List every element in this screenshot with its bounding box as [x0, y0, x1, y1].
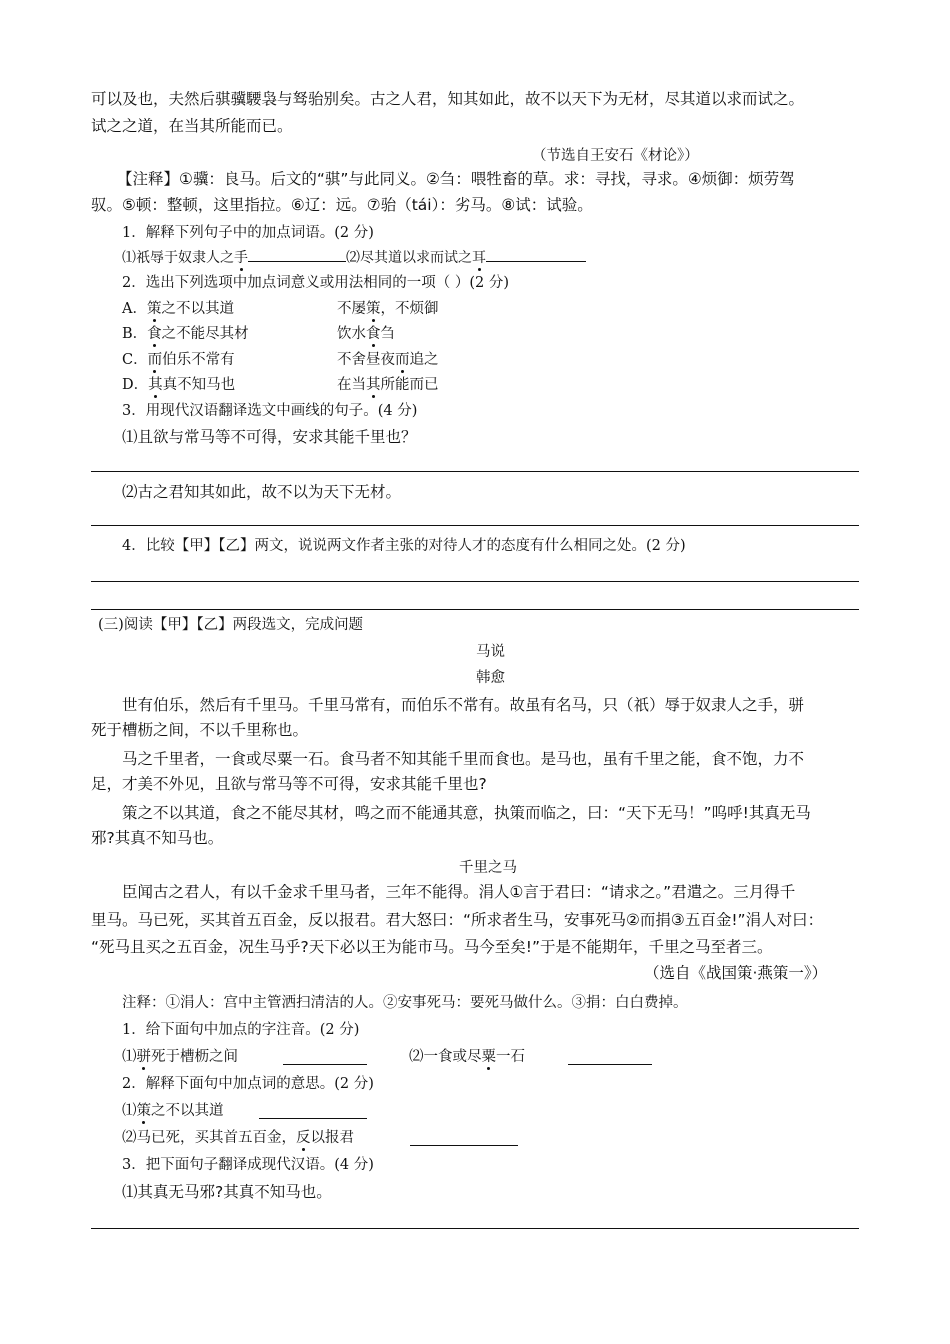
option-text: 所能而已 [380, 377, 439, 393]
answer-blank[interactable] [568, 1063, 652, 1065]
question-title: 2．选出下列选项中加点词意义或用法相同的一项（ ）(2 分) [122, 275, 509, 291]
dotted-char: 而 [147, 352, 163, 368]
dotted-char: 手 [234, 250, 248, 266]
passage-line: 世有伯乐，然后有千里马。千里马常有，而伯乐不常有。故虽有名马，只（祇）辱于奴隶人之手，骈 [122, 696, 805, 714]
translate-sentence: ⑴且欲与常马等不可得，安求其能千里也？ [122, 428, 417, 446]
option-text: 伯乐不常有 [162, 352, 235, 368]
passage-line: 足，才美不外见，且欲与常马等不可得，安求其能千里也? [91, 775, 487, 793]
answer-blank[interactable] [410, 1144, 518, 1146]
passage-line: 里马。马已死，买其首五百金，反以报君。君大怒曰：“所求者生马，安事死马②而捐③五百金!”涓人对曰： [91, 911, 824, 929]
option-text: 追之 [409, 352, 439, 368]
question-title: 4．比较【甲】【乙】两文，说说两文作者主张的对待人才的态度有什么相同之处。(2 分) [122, 538, 686, 554]
passage-line: 马之千里者，一食或尽粟一石。食马者不知其能千里而食也。是马也，虽有千里之能，食不饱，力不 [122, 750, 805, 768]
item-text: 一石 [496, 1049, 525, 1065]
translate-sentence: ⑴其真无马邪?其真不知马也。 [122, 1183, 332, 1201]
answer-blank[interactable] [283, 1063, 367, 1065]
answer-blank[interactable] [486, 260, 586, 262]
dotted-char: 策 [146, 301, 162, 317]
dotted-char: 反 [296, 1130, 311, 1146]
option-b [122, 327, 249, 342]
dotted-char: 食 [366, 326, 381, 342]
option-label: B． [122, 326, 148, 342]
question-title: 1．给下面句中加点的字注音。(2 分) [122, 1022, 360, 1038]
source-citation: （节选自王安石《材论》） [532, 148, 699, 164]
dotted-char: 策 [136, 1103, 151, 1119]
answer-line[interactable] [91, 581, 859, 582]
passage-line: 试之之道，在当其所能而已。 [91, 117, 293, 135]
annotation-line: 【注释】①骥：良马。后文的“骐”与此同义。②刍：喂牲畜的草。求：寻找，寻求。④烦御：烦劳驾 [117, 170, 795, 188]
option-a-compare [337, 302, 439, 317]
option-text: 之不以其道 [161, 301, 234, 317]
dotted-char: 耳 [472, 250, 486, 266]
item-text: 之不以其道 [151, 1103, 224, 1119]
option-text: 之不能尽其材 [161, 326, 249, 342]
passage-author: 韩愈 [476, 670, 505, 686]
option-b-compare [337, 327, 395, 342]
item-text: ⑴ [122, 1049, 137, 1065]
answer-blank[interactable] [248, 260, 346, 262]
translate-sentence: ⑵古之君知其如此，故不以为天下无材。 [122, 483, 402, 501]
answer-line[interactable] [91, 1228, 859, 1229]
question-item [409, 1050, 525, 1065]
passage-line: 邪?其真不知马也。 [91, 829, 224, 847]
option-text: 不舍昼夜 [337, 352, 395, 368]
option-label: C． [122, 352, 148, 368]
answer-line[interactable] [91, 609, 859, 610]
dotted-char: 其 [148, 377, 163, 393]
option-text: 在当 [337, 377, 366, 393]
option-a [122, 302, 234, 317]
option-text: 真不知马也 [162, 377, 236, 393]
passage-line: 策之不以其道，食之不能尽其材，鸣之而不能通其意，执策而临之，曰：“天下无马！”呜呼!其真无马 [122, 804, 811, 822]
question-title: 1．解释下列句子中的加点词语。(2 分) [122, 225, 374, 241]
passage-line: “死马且买之五百金，况生马乎?天下必以王为能市马。马今至矣!”于是不能期年，千里之马至者三。 [91, 938, 773, 956]
source-citation: （选自《战国策·燕策一》） [644, 964, 828, 982]
dotted-char: 策 [366, 301, 381, 317]
item-text: 以报君 [310, 1130, 354, 1146]
section-heading: (三)阅读【甲】【乙】两段选文，完成问题 [98, 617, 364, 633]
item-text: ⑴ [122, 1103, 137, 1119]
answer-line[interactable] [91, 471, 859, 472]
option-c-compare [337, 353, 439, 368]
question-title: 3．用现代汉语翻译选文中画线的句子。(4 分) [122, 403, 418, 419]
question-item [122, 251, 586, 265]
dotted-char: 粟 [481, 1049, 496, 1065]
option-text: 不屡 [337, 301, 366, 317]
passage-line: 臣闻古之君人，有以千金求千里马者，三年不能得。涓人①言于君曰：“请求之。”君遣之。三月得千 [122, 883, 796, 901]
passage-line: 可以及也，夫然后骐骥騕袅与驽骀别矣。古之人君，知其如此，故不以天下为无材，尽其道以求而试之。 [91, 90, 805, 108]
question-item [122, 1050, 238, 1065]
item-text: ⑵尽其道以求而试之 [346, 250, 472, 266]
question-title: 3．把下面句子翻译成现代汉语。(4 分) [122, 1157, 374, 1173]
dotted-char: 食 [147, 326, 162, 342]
annotation-line: 注释：①涓人：宫中主管洒扫清洁的人。②安事死马：要死马做什么。③捐：白白费掉。 [122, 995, 688, 1011]
passage-line: 死于槽枥之间，不以千里称也。 [91, 721, 309, 739]
passage-title: 千里之马 [459, 860, 517, 876]
item-text: ⑵一食或尽 [409, 1049, 482, 1065]
option-text: 饮水 [337, 326, 366, 342]
answer-blank[interactable] [259, 1117, 367, 1119]
option-text: 刍 [380, 326, 395, 342]
option-label: A． [122, 301, 147, 317]
option-d [122, 378, 235, 393]
option-c [122, 353, 235, 368]
passage-title: 马说 [476, 644, 505, 660]
option-label: D． [122, 377, 149, 393]
question-item [122, 1104, 224, 1119]
answer-line[interactable] [91, 525, 859, 526]
dotted-char: 而 [395, 352, 410, 368]
option-text: ，不烦御 [380, 301, 439, 317]
item-text: 死于槽枥之间 [151, 1049, 238, 1065]
dotted-char: 其 [366, 377, 381, 393]
item-text: ⑴祇辱于奴隶人之 [122, 250, 234, 266]
question-title: 2．解释下面句中加点词的意思。(2 分) [122, 1076, 374, 1092]
annotation-line: 驭。⑤顿：整顿，这里指拉。⑥辽：远。⑦骀（tái）：劣马。⑧试：试验。 [91, 196, 593, 214]
question-item [122, 1131, 354, 1146]
dotted-char: 骈 [136, 1049, 151, 1065]
option-d-compare [337, 378, 439, 393]
item-text: ⑵马已死，买其首五百金， [122, 1130, 296, 1146]
